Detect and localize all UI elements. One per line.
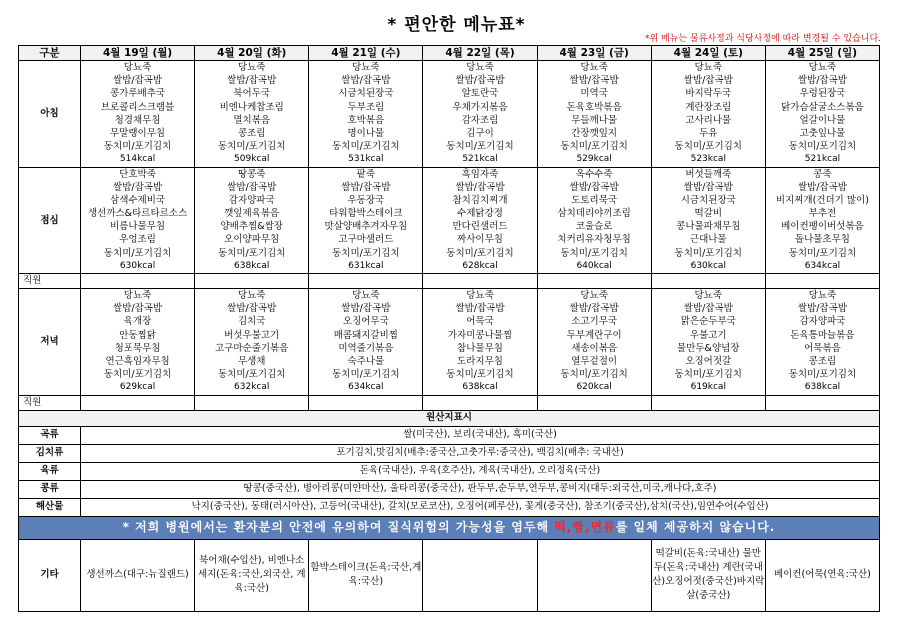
menu-item: 매콤돼지갈비찜	[333, 329, 398, 341]
meal-cell	[309, 61, 423, 168]
menu-item: 흑임자죽	[461, 168, 499, 180]
staff-label: 직원	[19, 395, 81, 410]
menu-item: 우엉조림	[119, 234, 156, 246]
header-row	[19, 46, 880, 61]
menu-item: 고사리나물	[685, 114, 732, 126]
menu-item: 동치미/포기김치	[217, 369, 286, 381]
staff-cell	[651, 274, 765, 289]
kcal-value: 638kcal	[234, 260, 270, 271]
staff-cell	[309, 395, 423, 410]
meal-cell	[765, 167, 879, 274]
meal-cell	[537, 61, 651, 168]
menu-item: 미역국	[580, 88, 608, 100]
menu-item: 무말랭이무침	[110, 127, 166, 139]
menu-item: 치커리유자청무침	[557, 234, 631, 246]
menu-item: 쌀밥/잡곡밥	[341, 303, 391, 315]
menu-item: 우렁된장국	[799, 88, 846, 100]
etc-cell: 함박스테이크(돈육:국산,계육:국산)	[309, 539, 423, 611]
menu-item: 당뇨죽	[580, 62, 608, 73]
menu-item: 베이컨팽이버섯볶음	[781, 221, 864, 233]
kcal-value: 634kcal	[804, 260, 841, 271]
menu-item: 참치김치찌개	[452, 194, 508, 206]
kcal-value: 640kcal	[576, 260, 612, 271]
change-notice: *위 메뉴는 물류사정과 식당사정에 따라 변경될 수 있습니다.	[644, 34, 881, 44]
meal-label: 아침	[19, 61, 81, 168]
menu-item: 새송이볶음	[571, 342, 618, 354]
menu-item: 열무겉절이	[571, 355, 618, 367]
day-header: 4월 24일 (토)	[651, 46, 765, 61]
kcal-value: 628kcal	[462, 260, 498, 271]
kcal-value: 638kcal	[804, 382, 841, 393]
header-label: 구분	[19, 46, 81, 61]
origin-label: 곡류	[19, 426, 81, 444]
menu-item: 당뇨죽	[237, 290, 266, 301]
menu-item: 어묵국	[466, 316, 494, 328]
menu-item: 동치미/포기김치	[446, 141, 514, 153]
staff-cell	[537, 274, 651, 289]
staff-cell	[81, 274, 195, 289]
menu-item: 동치미/포기김치	[332, 369, 400, 381]
page-title: * 편안한 메뉴표*	[387, 15, 526, 35]
menu-item: 쌀밥/잡곡밥	[797, 75, 847, 87]
menu-item: 타워함박스테이크	[329, 208, 403, 220]
meal-cell	[423, 167, 537, 274]
origin-value: 포기김치,맛김치(배추:중국산,고춧가루:중국산), 백김치(배추: 국내산)	[81, 444, 880, 462]
menu-item: 돈육통마늘볶음	[790, 329, 855, 341]
meal-cell	[765, 289, 879, 396]
meal-cell	[195, 167, 309, 274]
staff-cell	[195, 395, 309, 410]
etc-cell: 생선까스(대구:뉴질랜드)	[81, 539, 195, 611]
meal-cell	[81, 61, 195, 168]
menu-item: 얼갈이나물	[799, 114, 846, 126]
meal-cell	[195, 61, 309, 168]
kcal-value: 619kcal	[690, 382, 726, 393]
etc-row	[19, 539, 880, 611]
menu-item: 쌀밥/잡곡밥	[683, 181, 733, 193]
day-header: 4월 20일 (화)	[195, 46, 309, 61]
menu-item: 콩가루배추국	[110, 88, 166, 100]
meal-cell	[81, 167, 195, 274]
menu-item: 만다린샐러드	[452, 221, 508, 233]
staff-cell	[765, 395, 879, 410]
menu-item: 고구마샐러드	[338, 234, 394, 246]
menu-item: 알토란국	[461, 88, 499, 100]
etc-cell: 떡갈비(돈육:국내산) 물만두(돈육:국내산) 계란(국내산)오징어젓(중국산)바지락살(중국산)	[651, 539, 765, 611]
kcal-value: 620kcal	[576, 382, 612, 393]
menu-item: 콩죽	[813, 168, 832, 180]
staff-row	[19, 395, 880, 410]
menu-item: 당뇨죽	[123, 62, 152, 73]
menu-item: 시금치된장국	[680, 194, 736, 206]
menu-item: 브로콜리스크램블	[100, 101, 175, 113]
menu-item: 당뇨죽	[123, 290, 152, 301]
menu-item: 옥수수죽	[575, 168, 613, 180]
meal-cell	[651, 167, 765, 274]
menu-item: 미역줄기볶음	[338, 342, 394, 354]
menu-item: 쌀밥/잡곡밥	[683, 303, 733, 315]
menu-item: 청포묵무침	[114, 342, 161, 354]
menu-item: 돌나물초무침	[794, 234, 850, 246]
banner-row	[19, 516, 880, 539]
menu-item: 맛살양배추겨자무침	[324, 221, 408, 233]
menu-item: 쌀밥/잡곡밥	[227, 181, 277, 193]
kcal-value: 634kcal	[348, 382, 384, 393]
menu-item: 고구마순줄기볶음	[215, 342, 289, 354]
menu-item: 쌀밥/잡곡밥	[455, 181, 505, 193]
menu-item: 김치국	[237, 316, 266, 328]
menu-item: 오이양파무침	[224, 234, 280, 246]
menu-item: 부추전	[808, 208, 837, 220]
menu-item: 쌀밥/잡곡밥	[113, 303, 163, 315]
menu-item: 연근흑임자무침	[105, 355, 170, 367]
day-header: 4월 19일 (월)	[81, 46, 195, 61]
kcal-value: 521kcal	[462, 154, 498, 165]
day-header: 4월 22일 (목)	[423, 46, 537, 61]
menu-item: 당뇨죽	[694, 290, 723, 301]
kcal-value: 630kcal	[690, 260, 726, 271]
origin-header-row	[19, 410, 880, 426]
menu-item: 삼색수제비국	[110, 194, 166, 206]
menu-item: 감자양파국	[228, 194, 275, 206]
menu-item: 버섯들깨죽	[685, 168, 732, 180]
meal-row-lunch	[19, 167, 880, 274]
menu-item: 비름나물무침	[110, 221, 166, 233]
menu-item: 동치미/포기김치	[560, 247, 628, 259]
meal-cell	[651, 289, 765, 396]
menu-item: 생선까스&타르타르소스	[87, 208, 188, 220]
staff-cell	[195, 274, 309, 289]
menu-item: 쌀밥/잡곡밥	[113, 181, 163, 193]
menu-item: 쌀밥/잡곡밥	[797, 181, 847, 193]
menu-item: 육개장	[123, 316, 152, 328]
menu-item: 단호박죽	[119, 168, 156, 180]
menu-item: 도토리묵국	[571, 194, 618, 206]
menu-item: 동치미/포기김치	[674, 247, 742, 259]
kcal-value: 630kcal	[119, 260, 156, 271]
menu-item: 당뇨죽	[808, 62, 837, 73]
meal-cell	[765, 61, 879, 168]
meal-cell	[651, 61, 765, 168]
origin-value: 돈육(국내산), 우육(호주산), 계육(국내산), 오리정육(국산)	[81, 462, 880, 480]
menu-item: 삼치데리야끼조림	[557, 208, 631, 220]
menu-item: 간장깻잎지	[571, 127, 618, 139]
kcal-value: 523kcal	[690, 154, 726, 165]
menu-item: 떡갈비	[694, 208, 723, 220]
origin-value: 낙지(중국산), 동태(러시아산), 고등어(국내산), 갈치(모로코산), 오징어(페루산), 꽃게(중국산), 참조기(중국산),삼치(국산),임연수어(수입산)	[81, 498, 880, 516]
menu-item: 동치미/포기김치	[560, 369, 628, 381]
day-header: 4월 21일 (수)	[309, 46, 423, 61]
staff-cell	[423, 274, 537, 289]
banner-prefix: * 저희 병원에서는 환자분의 안전에 유의하여 질식위험의 가능성을 염두해	[122, 519, 555, 534]
menu-item: 당뇨죽	[352, 290, 380, 301]
kcal-value: 531kcal	[348, 154, 384, 165]
menu-item: 당뇨죽	[580, 290, 608, 301]
staff-cell	[81, 395, 195, 410]
menu-item: 쌀밥/잡곡밥	[455, 75, 505, 87]
menu-item: 쌀밥/잡곡밥	[455, 303, 505, 315]
menu-item: 쌀밥/잡곡밥	[683, 75, 733, 87]
staff-cell	[423, 395, 537, 410]
menu-item: 콩조림	[237, 127, 266, 139]
origin-title: 원산지표시	[19, 410, 880, 426]
menu-item: 동치미/포기김치	[788, 369, 857, 381]
meal-label: 점심	[19, 167, 81, 274]
menu-item: 동치미/포기김치	[103, 247, 172, 259]
menu-item: 멸치볶음	[233, 114, 271, 126]
staff-label: 직원	[19, 274, 81, 289]
kcal-value: 529kcal	[576, 154, 612, 165]
meal-cell	[423, 289, 537, 396]
meal-cell	[81, 289, 195, 396]
menu-table	[18, 45, 880, 612]
menu-item: 시금치된장국	[338, 88, 394, 100]
menu-item: 가자미콩나물찜	[447, 329, 513, 341]
menu-item: 양배추찜&쌈장	[220, 221, 283, 233]
menu-item: 비지찌개(건더기 많이)	[775, 194, 869, 206]
meal-cell	[309, 167, 423, 274]
origin-row	[19, 426, 880, 444]
menu-item: 동치미/포기김치	[103, 141, 172, 153]
menu-item: 고춧잎나물	[799, 127, 846, 139]
safety-banner	[19, 516, 880, 539]
menu-item: 맑은순두부국	[680, 316, 736, 328]
kcal-value: 514kcal	[119, 154, 156, 165]
menu-item: 우동장국	[347, 194, 385, 206]
menu-item: 당뇨죽	[466, 290, 494, 301]
meal-cell	[537, 289, 651, 396]
menu-item: 바지락두국	[685, 88, 732, 100]
menu-item: 동치미/포기김치	[217, 247, 286, 259]
menu-item: 김구이	[466, 127, 494, 139]
origin-row	[19, 480, 880, 498]
meal-row-dinner	[19, 289, 880, 396]
origin-label: 해산물	[19, 498, 81, 516]
menu-item: 당뇨죽	[694, 62, 723, 73]
menu-item: 당뇨죽	[466, 62, 494, 73]
meal-cell	[537, 167, 651, 274]
menu-item: 두유	[699, 127, 718, 139]
menu-item: 쌀밥/잡곡밥	[569, 303, 619, 315]
menu-item: 청경채무침	[114, 114, 161, 126]
etc-cell	[423, 539, 537, 611]
kcal-value: 631kcal	[348, 260, 384, 271]
menu-item: 콩조림	[808, 355, 837, 367]
menu-item: 콩나물파채무침	[676, 221, 741, 233]
menu-item: 숙주나물	[347, 355, 385, 367]
menu-item: 동치미/포기김치	[446, 247, 514, 259]
menu-item: 소고기무국	[571, 316, 618, 328]
etc-cell: 베이컨(어묵(연육:국산)	[765, 539, 879, 611]
origin-value: 땅콩(중국산), 병아리콩(미얀마산), 울타리콩(중국산), 판두부,순두부,연두부,콩비지(대두:외국산,미국,캐나다,호주)	[81, 480, 880, 498]
menu-item: 쌀밥/잡곡밥	[341, 75, 391, 87]
menu-item: 감자조림	[461, 114, 499, 126]
origin-row	[19, 444, 880, 462]
menu-item: 참나물무침	[457, 342, 503, 354]
menu-item: 도라지무침	[457, 355, 503, 367]
menu-item: 쌀밥/잡곡밥	[113, 75, 163, 87]
menu-item: 비엔나케찹조림	[219, 101, 284, 113]
menu-item: 우채가지볶음	[452, 101, 508, 113]
origin-row	[19, 462, 880, 480]
banner-suffix: 를 일체 제공하지 않습니다.	[615, 519, 776, 534]
menu-item: 물만두&양념장	[677, 342, 740, 354]
menu-item: 당뇨죽	[237, 62, 266, 73]
kcal-value: 638kcal	[462, 382, 498, 393]
meal-cell	[195, 289, 309, 396]
staff-cell	[309, 274, 423, 289]
kcal-value: 521kcal	[804, 154, 841, 165]
menu-item: 쌀밥/잡곡밥	[569, 181, 619, 193]
meal-label: 저녁	[19, 289, 81, 396]
etc-cell	[537, 539, 651, 611]
menu-item: 근대나물	[689, 234, 727, 246]
banner-highlight: 떡,빵,면류	[554, 519, 616, 534]
menu-item: 동치미/포기김치	[217, 141, 286, 153]
menu-item: 오징어무국	[342, 316, 389, 328]
menu-item: 수제닭강정	[457, 208, 503, 220]
meal-cell	[423, 61, 537, 168]
menu-item: 쌀밥/잡곡밥	[227, 75, 277, 87]
etc-cell: 북어채(수입산), 비엔나소세지(돈육:국산,외국산, 계육:국산)	[195, 539, 309, 611]
menu-item: 동치미/포기김치	[332, 141, 400, 153]
menu-item: 버섯우불고기	[224, 329, 280, 341]
menu-item: 돈육호박볶음	[566, 101, 622, 113]
menu-item: 당뇨죽	[808, 290, 837, 301]
etc-label: 기타	[19, 539, 81, 611]
menu-item: 북어두국	[233, 88, 271, 100]
menu-item: 쌀밥/잡곡밥	[797, 303, 847, 315]
menu-item: 계란장조림	[685, 101, 732, 113]
staff-cell	[765, 274, 879, 289]
meal-cell	[309, 289, 423, 396]
menu-item: 닭가슴살굴소스볶음	[781, 101, 864, 113]
menu-item: 동치미/포기김치	[674, 141, 742, 153]
menu-item: 동치미/포기김치	[560, 141, 628, 153]
menu-item: 코울슬로	[575, 221, 613, 233]
menu-item: 우불고기	[689, 329, 727, 341]
menu-item: 동치미/포기김치	[788, 141, 857, 153]
origin-row	[19, 498, 880, 516]
menu-item: 어묵볶음	[804, 342, 841, 354]
menu-item: 동치미/포기김치	[446, 369, 514, 381]
menu-item: 동치미/포기김치	[103, 369, 172, 381]
menu-item: 깻잎제육볶음	[224, 208, 280, 220]
menu-item: 무생채	[237, 355, 266, 367]
menu-item: 호박볶음	[347, 114, 385, 126]
staff-cell	[651, 395, 765, 410]
day-header: 4월 23일 (금)	[537, 46, 651, 61]
menu-item: 감자양파국	[799, 316, 846, 328]
menu-item: 팥죽	[356, 168, 376, 180]
menu-item: 당뇨죽	[352, 62, 380, 73]
origin-label: 육류	[19, 462, 81, 480]
menu-item: 쌀밥/잡곡밥	[227, 303, 277, 315]
origin-value: 쌀(미국산), 보리(국내산), 흑미(국산)	[81, 426, 880, 444]
menu-item: 두부계란구이	[566, 329, 622, 341]
menu-item: 오징어젓갈	[685, 355, 732, 367]
menu-item: 무들깨나물	[571, 114, 618, 126]
origin-label: 콩류	[19, 480, 81, 498]
menu-item: 쌀밥/잡곡밥	[569, 75, 619, 87]
menu-item: 동치미/포기김치	[674, 369, 742, 381]
staff-cell	[537, 395, 651, 410]
menu-item: 안동찜닭	[119, 329, 156, 341]
kcal-value: 632kcal	[234, 382, 270, 393]
menu-item: 두부조림	[347, 101, 385, 113]
meal-row-breakfast	[19, 61, 880, 168]
menu-item: 명이나물	[347, 127, 385, 139]
staff-row	[19, 274, 880, 289]
kcal-value: 629kcal	[119, 382, 156, 393]
day-header: 4월 25일 (일)	[765, 46, 879, 61]
menu-item: 동치미/포기김치	[332, 247, 400, 259]
menu-item: 짜사이무침	[457, 234, 503, 246]
menu-item: 쌀밥/잡곡밥	[341, 181, 391, 193]
menu-item: 땅콩죽	[237, 168, 266, 180]
menu-item: 동치미/포기김치	[788, 247, 857, 259]
kcal-value: 509kcal	[234, 154, 270, 165]
origin-label: 김치류	[19, 444, 81, 462]
